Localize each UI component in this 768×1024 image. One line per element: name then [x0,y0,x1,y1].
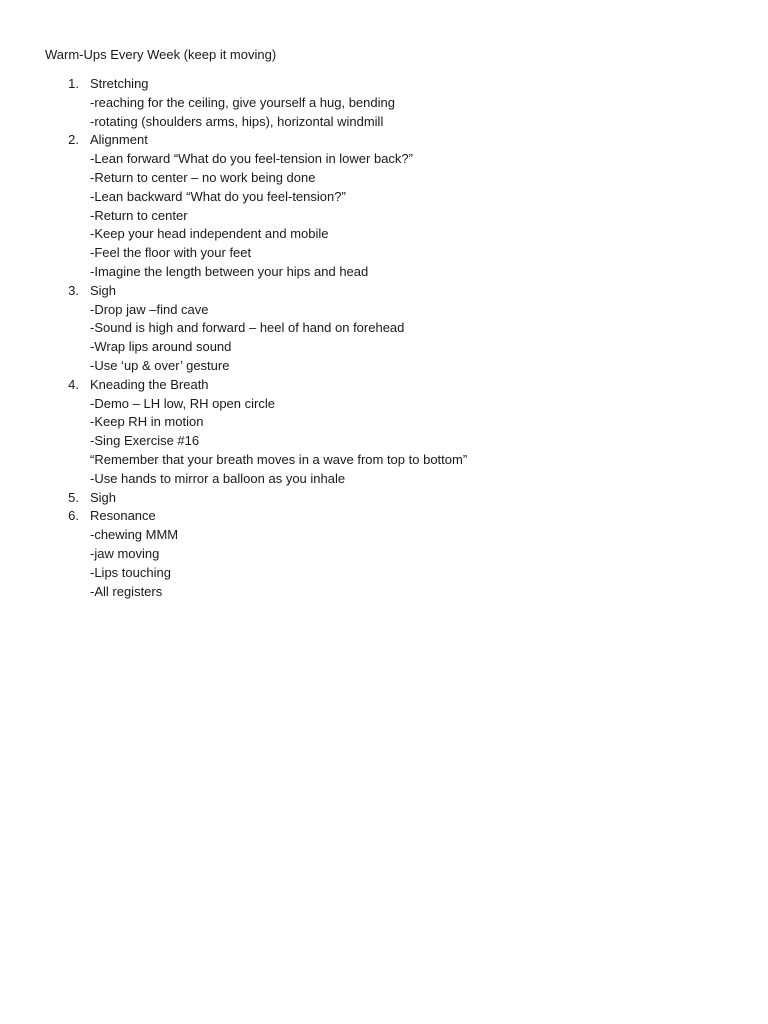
list-item-detail-line [0,244,768,263]
list-item-detail-line [0,188,768,207]
list-item [0,489,768,508]
list-item-detail-line [0,207,768,226]
list-item-detail-line [0,225,768,244]
detail-text: -rotating (shoulders arms, hips), horizontal windmill [90,113,384,129]
list-item-detail-line [0,301,768,320]
list-item [0,376,768,395]
list-item-detail-line [0,564,768,583]
detail-text: “Remember that your breath moves in a wave from top to bottom” [90,451,468,467]
list-item [0,75,768,94]
detail-text: -Use ‘up & over’ gesture [90,357,230,373]
list-item-detail-line [0,169,768,188]
list-item-number: 6. [68,508,79,524]
detail-text: -Lean backward “What do you feel-tension?” [90,188,346,204]
list-item-detail-line [0,470,768,489]
list-item-detail-line [0,338,768,357]
list-item-detail-line [0,526,768,545]
detail-text: -Return to center [90,207,188,223]
list-item-detail-line [0,451,768,470]
list-item-number: 2. [68,132,79,148]
list-item-heading: Sigh [90,489,117,505]
list-item [0,282,768,301]
detail-text: -Keep RH in motion [90,414,204,430]
detail-text: -Drop jaw –find cave [90,301,209,317]
list-item-number: 1. [68,76,79,91]
list-item-detail-line [0,357,768,376]
detail-text: -Feel the floor with your feet [90,245,252,261]
document-title: Warm-Ups Every Week (keep it moving) [45,47,277,62]
detail-text: -Lips touching [90,564,171,580]
detail-text: -Keep your head independent and mobile [90,226,329,242]
detail-text: -Sound is high and forward – heel of hand on forehead [90,320,405,336]
detail-text: -jaw moving [90,545,160,561]
list-item-number: 5. [68,489,79,505]
list-item-detail-line [0,150,768,169]
detail-text: -reaching for the ceiling, give yourself a hug, bending [90,94,395,110]
list-item-number: 4. [68,376,79,392]
list-item-detail-line [0,263,768,282]
list-item-number: 3. [68,282,79,298]
list-item-heading: Sigh [90,282,117,298]
detail-text: -Use hands to mirror a balloon as you inhale [90,470,346,486]
list-item [0,131,768,150]
list-item-detail-line [0,319,768,338]
list-item [0,507,768,526]
list-item-detail-line [0,395,768,414]
detail-text: -All registers [90,583,163,599]
detail-text: -Lean forward “What do you feel-tension in lower back?” [90,151,413,167]
detail-text: -Demo – LH low, RH open circle [90,395,275,411]
detail-text: -chewing MMM [90,527,179,543]
list-item-heading: Resonance [90,508,156,524]
detail-text: -Return to center – no work being done [90,169,316,185]
list-item-detail-line [0,113,768,132]
list-item-detail-line [0,545,768,564]
warmup-list [0,75,768,601]
list-item-heading: Stretching [90,76,149,91]
list-item-heading: Kneading the Breath [90,376,209,392]
list-item-detail-line [0,432,768,451]
detail-text: -Imagine the length between your hips and head [90,263,369,279]
detail-text: -Wrap lips around sound [90,339,232,355]
list-item-detail-line [0,94,768,113]
list-item-detail-line [0,413,768,432]
detail-text: -Sing Exercise #16 [90,433,200,449]
list-item-detail-line [0,583,768,602]
list-item-heading: Alignment [90,132,148,148]
